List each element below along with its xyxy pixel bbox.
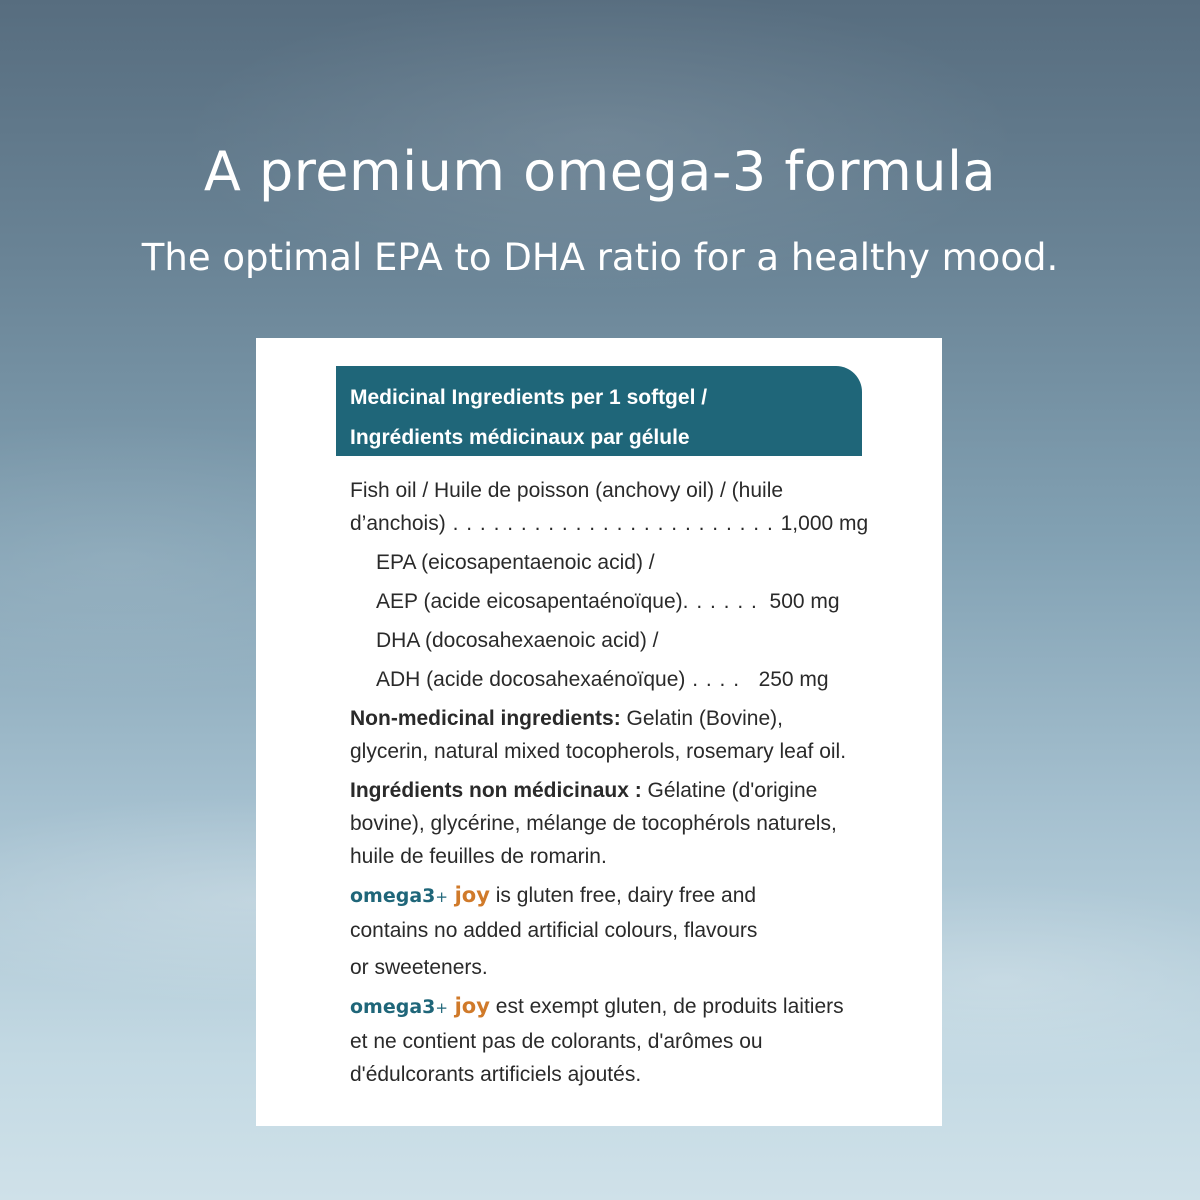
claim-en-text-3: or sweeteners.	[350, 956, 488, 979]
ingredients-body	[350, 474, 890, 1091]
non-medicinal-en	[350, 702, 890, 768]
claim-en-text-1: is gluten free, dairy free and	[495, 884, 757, 907]
non-medicinal-fr-text-2: bovine), glycérine, mélange de tocophérols naturels,	[350, 812, 837, 835]
headline-subtitle: The optimal EPA to DHA ratio for a healthy mood.	[141, 236, 1059, 279]
headline-title: A premium omega-3 formula	[203, 140, 997, 203]
non-medicinal-en-label: Non-medicinal ingredients:	[350, 707, 621, 730]
claim-fr	[350, 990, 890, 1091]
non-medicinal-en-text-1: Gelatin (Bovine),	[626, 707, 783, 730]
non-medicinal-fr	[350, 774, 890, 873]
fish-oil-name: d’anchois)	[350, 512, 446, 535]
fish-oil-line-2	[350, 507, 890, 540]
dha-dots: . . . .	[685, 668, 747, 691]
fish-oil-dots: . . . . . . . . . . . . . . . . . . . . . . . .	[445, 512, 781, 535]
claim-en-text-2: contains no added artificial colours, flavours	[350, 919, 758, 942]
claim-fr-text-3: d'édulcorants artificiels ajoutés.	[350, 1063, 642, 1086]
epa-line-2	[350, 585, 890, 618]
brand-logo: omega3+ joy	[350, 883, 490, 907]
non-medicinal-fr-text-1: Gélatine (d'origine	[647, 779, 818, 802]
dha-name-fr: ADH (acide docosahexaénoïque)	[376, 668, 686, 691]
epa-line-1: EPA (eicosapentaenoic acid) /	[376, 551, 655, 574]
dha-line-1: DHA (docosahexaenoic acid) /	[376, 629, 659, 652]
header-line-fr: Ingrédients médicinaux par gélule	[350, 426, 690, 449]
dha-amount: 250 mg	[758, 668, 829, 691]
fish-oil-amount: 1,000 mg	[780, 512, 869, 535]
fish-oil-line-1: Fish oil / Huile de poisson (anchovy oil) / (huile	[350, 479, 784, 502]
epa-dots: . . . . . .	[682, 590, 758, 613]
non-medicinal-en-text-2: glycerin, natural mixed tocopherols, rosemary leaf oil.	[350, 740, 847, 763]
claim-en	[350, 879, 890, 984]
medicinal-ingredients-header	[336, 366, 862, 456]
ingredients-label-card	[256, 338, 942, 1126]
epa-name-fr: AEP (acide eicosapentaénoïque)	[376, 590, 683, 613]
non-medicinal-fr-text-3: huile de feuilles de romarin.	[350, 845, 607, 868]
claim-fr-text-2: et ne contient pas de colorants, d'arômes ou	[350, 1030, 763, 1053]
brand-logo: omega3+ joy	[350, 994, 490, 1018]
claim-fr-text-1: est exempt gluten, de produits laitiers	[495, 995, 844, 1018]
non-medicinal-fr-label: Ingrédients non médicinaux :	[350, 779, 642, 802]
dha-line-2	[350, 663, 890, 696]
epa-amount: 500 mg	[769, 590, 840, 613]
header-line-en: Medicinal Ingredients per 1 softgel /	[350, 386, 708, 409]
